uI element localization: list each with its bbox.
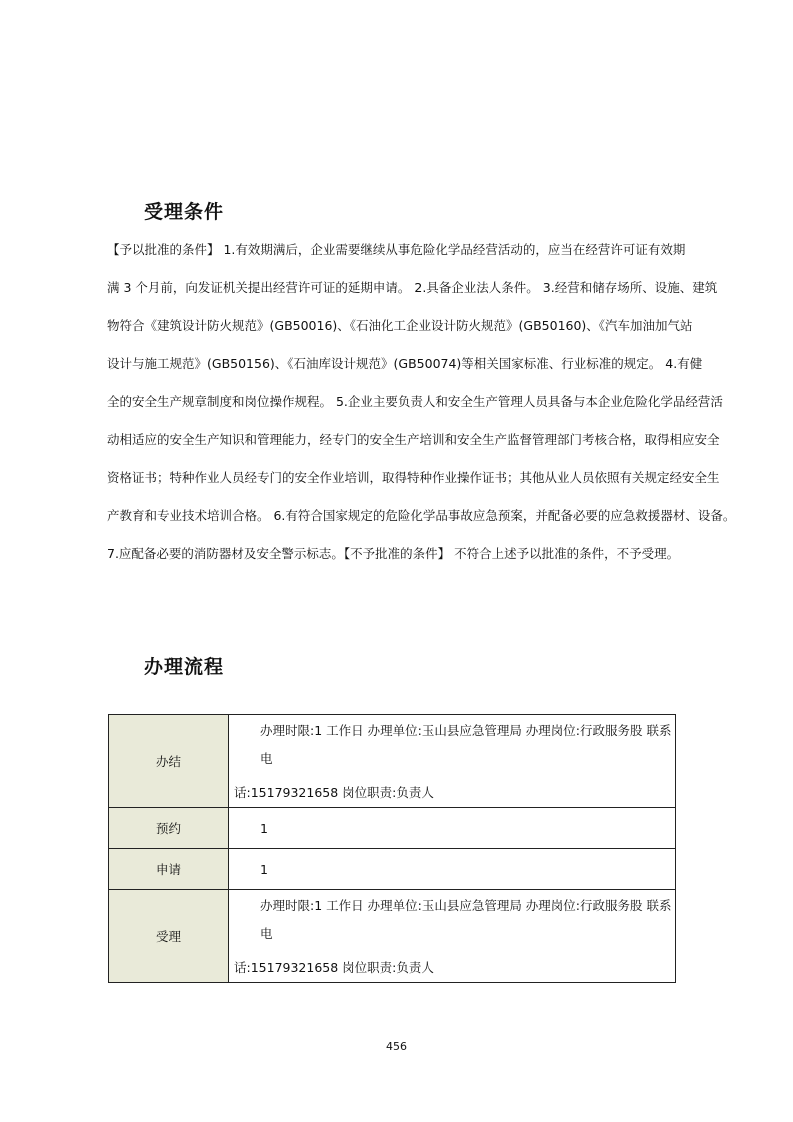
paragraph-line: 满 3 个月前，向发证机关提出经营许可证的延期申请。 2.具备企业法人条件。 3.经营和储存场所、设施、建筑: [107, 280, 718, 295]
paragraph-line: 产教育和专业技术培训合格。 6.有符合国家规定的危险化学品事故应急预案，并配备必要的应急救援器材、设备。: [107, 508, 736, 523]
process-table: [108, 714, 676, 983]
row-value-acceptance: [229, 890, 676, 983]
paragraph-line: 全的安全生产规章制度和岗位操作规程。 5.企业主要负责人和安全生产管理人员具备与本企业危险化学品经营活: [107, 394, 723, 409]
row-value-line: 1: [260, 820, 268, 836]
paragraph-line: 物符合《建筑设计防火规范》(GB50016)、《石油化工企业设计防火规范》(GB50160)、《汽车加油加气站: [107, 318, 693, 333]
table-row: [109, 890, 676, 983]
paragraph-line: 【予以批准的条件】 1.有效期满后，企业需要继续从事危险化学品经营活动的，应当在经营许可证有效期: [107, 242, 686, 257]
row-value-line: 办理时限:1 工作日 办理单位:玉山县应急管理局 办理岗位:行政服务股 联系电: [260, 723, 672, 766]
row-value-line: 话:15179321658 岗位职责:负责人: [234, 960, 434, 975]
paragraph-line: 动相适应的安全生产知识和管理能力，经专门的安全生产培训和安全生产监督管理部门考核合格，取得相应安全: [107, 432, 720, 447]
paragraph-line: 资格证书；特种作业人员经专门的安全作业培训，取得特种作业操作证书；其他从业人员依照有关规定经安全生: [107, 470, 720, 485]
row-label-application: 申请: [109, 849, 229, 890]
table-row: [109, 849, 676, 890]
paragraph-line: 7.应配备必要的消防器材及安全警示标志。【不予批准的条件】 不符合上述予以批准的条件，不予受理。: [107, 546, 680, 561]
row-value-line: 话:15179321658 岗位职责:负责人: [234, 785, 434, 800]
row-value-line: 1: [260, 861, 268, 877]
row-label-appointment: 预约: [109, 808, 229, 849]
section-title-process: 办理流程: [144, 656, 225, 678]
paragraph-line: 设计与施工规范》(GB50156)、《石油库设计规范》(GB50074)等相关国家标准、行业标准的规定。 4.有健: [107, 356, 703, 371]
row-value-appointment: [229, 808, 676, 849]
row-value-completion: [229, 715, 676, 808]
acceptance-conditions-paragraph: [107, 237, 736, 579]
table-row: [109, 715, 676, 808]
row-value-line: 办理时限:1 工作日 办理单位:玉山县应急管理局 办理岗位:行政服务股 联系电: [260, 898, 672, 941]
section-title-acceptance-conditions: 受理条件: [144, 201, 225, 223]
table-row: [109, 808, 676, 849]
row-value-application: [229, 849, 676, 890]
row-label-completion: 办结: [109, 715, 229, 808]
page-number: 456: [386, 1040, 407, 1053]
row-label-acceptance: 受理: [109, 890, 229, 983]
